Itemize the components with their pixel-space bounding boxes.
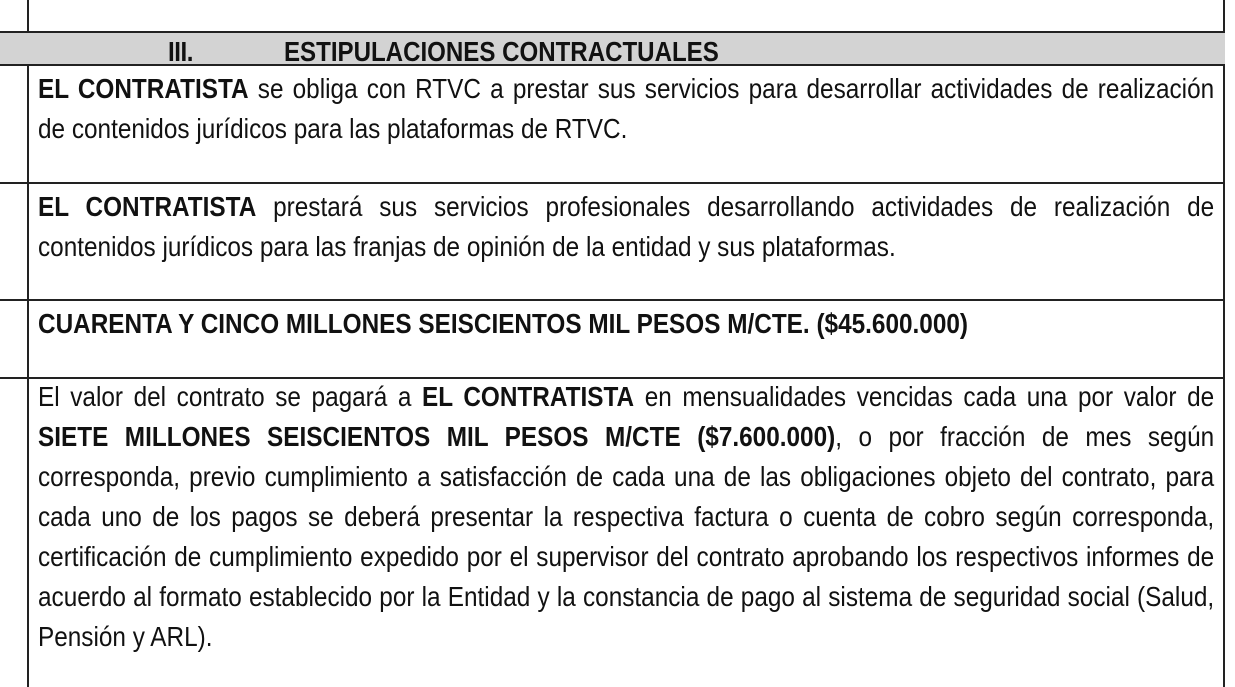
section-title: ESTIPULACIONES CONTRACTUALES <box>284 36 719 67</box>
scope-clause-text: prestará sus servicios profesionales desarrollando actividades de realización de contenidos jurídicos para las franjas de opinión de la entidad y sus plataformas. <box>38 191 1215 262</box>
payment-text-part3: , o por fracción de mes según corresponda, previo cumplimiento a satisfacción de cada una de las obligaciones objeto del contrato, para cada uno de los pagos se deberá presentar la respectiva factura o cuenta de cobro según corresponda, certificación de cumplimiento expedido por el supervisor del contrato aprobando los respectivos informes de acuerdo al formato establecido por la Entidad y la constancia de pago al sistema de seguridad social (Salud, Pensión y ARL). <box>38 421 1215 652</box>
payment-text-part2: en mensualidades vencidas cada una por valor de <box>634 381 1215 412</box>
table-left-border-top <box>27 0 29 31</box>
row-divider-1 <box>0 182 1225 184</box>
table-right-border <box>1223 0 1225 687</box>
contract-value <box>38 304 1214 344</box>
contractor-label: EL CONTRATISTA <box>422 381 635 412</box>
contract-value-text: CUARENTA Y CINCO MILLONES SEISCIENTOS MIL PESOS M/CTE. ($45.600.000) <box>38 308 968 339</box>
monthly-value: SIETE MILLONES SEISCIENTOS MIL PESOS M/CTE ($7.600.000) <box>38 421 836 452</box>
row-divider-2 <box>0 299 1225 301</box>
contractor-label: EL CONTRATISTA <box>38 73 249 104</box>
contractor-label: EL CONTRATISTA <box>38 191 257 222</box>
payment-clause <box>38 377 1214 657</box>
payment-text-part1: El valor del contrato se pagará a <box>38 381 423 412</box>
section-number: III. <box>168 36 194 67</box>
object-clause <box>38 69 1214 149</box>
section-header <box>0 31 1225 66</box>
scope-clause <box>38 187 1214 267</box>
object-clause-text: se obliga con RTVC a prestar sus servicios para desarrollar actividades de realización de contenidos jurídicos para las plataformas de RTVC. <box>38 73 1215 144</box>
